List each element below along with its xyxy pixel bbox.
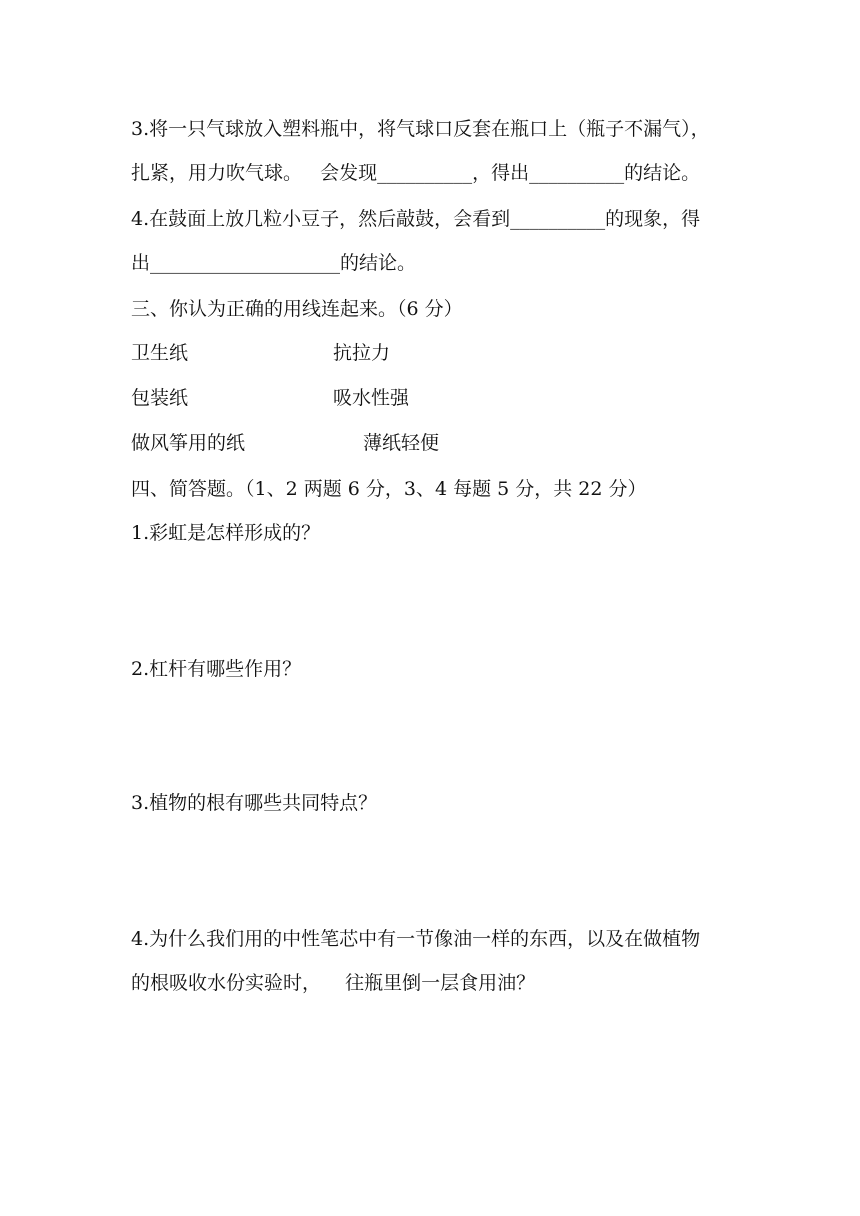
short-answer-q4-line1: 4.为什么我们用的中性笔芯中有一节像油一样的东西，以及在做植物 [131, 928, 701, 950]
question-4-text-line1: 4.在鼓面上放几粒小豆子，然后敲鼓，会看到__________的现象，得 [131, 208, 701, 230]
question-3-text-line1: 3.将一只气球放入塑料瓶中，将气球口反套在瓶口上（瓶子不漏气）， [131, 118, 710, 140]
short-answer-q1: 1.彩虹是怎样形成的？ [131, 522, 321, 544]
section-3-heading: 三、你认为正确的用线连起来。（6 分） [131, 298, 463, 320]
short-answer-q2: 2.杠杆有哪些作用？ [131, 658, 302, 680]
match-right-item-2: 吸水性强 [333, 387, 410, 409]
match-left-item-2: 包装纸 [131, 387, 189, 409]
section-4-heading: 四、简答题。（1、2 两题 6 分，3、4 每题 5 分，共 22 分） [131, 478, 647, 500]
match-right-item-3: 薄纸轻便 [363, 432, 440, 454]
match-left-item-3: 做风筝用的纸 [131, 432, 246, 454]
question-3-text-line2: 扎紧，用力吹气球。 会发现__________，得出__________的结论。 [131, 162, 701, 184]
short-answer-q3: 3.植物的根有哪些共同特点？ [131, 792, 378, 814]
question-4-text-line2: 出____________________的结论。 [131, 252, 417, 274]
match-left-item-1: 卫生纸 [131, 342, 189, 364]
match-right-item-1: 抗拉力 [333, 342, 391, 364]
short-answer-q4-line2: 的根吸收水份实验时， 往瓶里倒一层食用油？ [131, 972, 536, 994]
